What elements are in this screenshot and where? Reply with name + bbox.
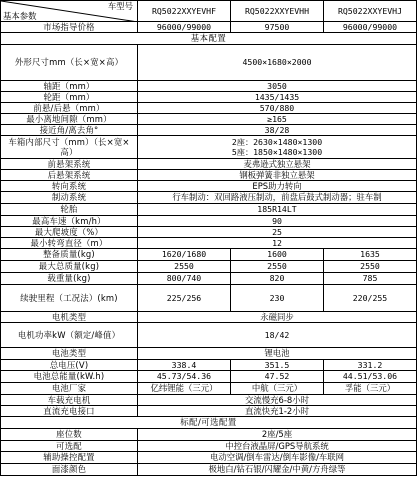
voltage-label: 总电压(V) — [1, 360, 138, 371]
maker-row — [1, 383, 417, 395]
assist-row — [1, 452, 417, 464]
header-corner-cell — [1, 1, 138, 22]
maker-value-1: 亿纬锂能（三元） — [138, 383, 231, 395]
energy-value-1: 45.73/54.36 — [138, 371, 231, 383]
battery-type-value: 锂电池 — [138, 348, 417, 360]
range-value-3: 220/255 — [324, 285, 417, 312]
motor-type-row — [1, 312, 417, 323]
front-suspension-value: 麦弗逊式独立悬架 — [138, 159, 417, 170]
clearance-row — [1, 114, 417, 125]
angle-row — [1, 125, 417, 136]
corner-bottom-label: 基本参数 — [3, 10, 37, 21]
climb-label: 最大爬坡度（%） — [1, 227, 138, 238]
dc-port-value: 直流快充1-2小时 — [138, 406, 417, 417]
load-row — [1, 273, 417, 285]
corner-top-label: 车型号 — [107, 1, 133, 11]
optional-value: 中控台液晶屏/GPS导航系统 — [138, 441, 417, 452]
voltage-value-1: 338.4 — [138, 360, 231, 371]
clearance-value: ≥165 — [138, 114, 417, 125]
max-speed-value: 90 — [138, 216, 417, 227]
rear-suspension-value: 钢板弹簧非独立悬架 — [138, 170, 417, 181]
gross-weight-label: 最大总质量(kg) — [1, 261, 138, 273]
curb-weight-value-1: 1620/1680 — [138, 249, 231, 261]
range-label: 续驶里程（工况法）(km) — [1, 285, 138, 312]
track-row — [1, 92, 417, 103]
color-value: 极地白/钻石银/闪耀金/中黄/方舟绿等 — [138, 464, 417, 476]
climb-row — [1, 227, 417, 238]
energy-row — [1, 371, 417, 383]
battery-type-label: 电池类型 — [1, 348, 138, 360]
voltage-row — [1, 360, 417, 371]
tire-row — [1, 204, 417, 216]
curb-weight-value-2: 1600 — [231, 249, 324, 261]
overhang-row — [1, 103, 417, 114]
load-value-2: 820 — [231, 273, 324, 285]
cargo-row — [1, 136, 417, 159]
size-label: 外形尺寸mm（长×宽×高） — [1, 45, 138, 81]
steering-value: EPS助力转向 — [138, 181, 417, 192]
turn-label: 最小转弯直径（m） — [1, 238, 138, 249]
motor-power-row — [1, 323, 417, 348]
wheelbase-label: 轴距（mm） — [1, 81, 138, 92]
load-value-1: 800/740 — [138, 273, 231, 285]
overhang-value: 570/880 — [138, 103, 417, 114]
maker-label: 电池厂家 — [1, 383, 138, 395]
section-option-row — [1, 417, 417, 429]
climb-value: 25 — [138, 227, 417, 238]
gross-weight-value-1: 2550 — [138, 261, 231, 273]
seats-label: 座位数 — [1, 429, 138, 441]
voltage-value-2: 351.5 — [231, 360, 324, 371]
price-value-2: 97500 — [231, 22, 324, 33]
range-value-2: 230 — [231, 285, 324, 312]
optional-label: 可选配 — [1, 441, 138, 452]
curb-weight-row — [1, 249, 417, 261]
wheelbase-row — [1, 81, 417, 92]
front-suspension-label: 前悬架系统 — [1, 159, 138, 170]
header-row — [1, 1, 417, 22]
seats-row — [1, 429, 417, 441]
color-row — [1, 464, 417, 476]
energy-label: 电池总能量(kW.h) — [1, 371, 138, 383]
price-label: 市场指导价格 — [1, 22, 138, 33]
brake-value: 行车制动：双回路液压制动，前盘后鼓式制动器；驻车制 — [138, 192, 417, 204]
maker-value-2: 中航（三元） — [231, 383, 324, 395]
assist-label: 辅助操控配置 — [1, 452, 138, 464]
price-value-3: 96000/99000 — [324, 22, 417, 33]
maker-value-3: 孚能（三元） — [324, 383, 417, 395]
track-label: 轮距（mm） — [1, 92, 138, 103]
front-suspension-row — [1, 159, 417, 170]
motor-power-value: 18/42 — [138, 323, 417, 348]
gross-weight-row — [1, 261, 417, 273]
gross-weight-value-3: 2550 — [324, 261, 417, 273]
motor-type-label: 电机类型 — [1, 312, 138, 323]
load-value-3: 785 — [324, 273, 417, 285]
steering-label: 转向系统 — [1, 181, 138, 192]
optional-row — [1, 441, 417, 452]
cargo-value-2seat: 2座：2630×1480×1300 — [231, 136, 323, 147]
clearance-label: 最小离地间隙（mm） — [1, 114, 138, 125]
seats-value: 2座/5座 — [138, 429, 417, 441]
model-header-2: RQ5022XXYEVHH — [231, 1, 324, 22]
charger-value: 交流慢充6-8小时 — [138, 395, 417, 406]
wheelbase-value: 3050 — [138, 81, 417, 92]
gross-weight-value-2: 2550 — [231, 261, 324, 273]
section-basic-title: 基本配置 — [1, 33, 417, 45]
steering-row — [1, 181, 417, 192]
energy-value-2: 47.52 — [231, 371, 324, 383]
motor-type-value: 永磁同步 — [138, 312, 417, 323]
price-value-1: 96000/99000 — [138, 22, 231, 33]
curb-weight-value-3: 1635 — [324, 249, 417, 261]
tire-value: 185R14LT — [138, 204, 417, 216]
load-label: 载重量(kg) — [1, 273, 138, 285]
brake-label: 制动系统 — [1, 192, 138, 204]
size-row — [1, 45, 417, 81]
rear-suspension-row — [1, 170, 417, 181]
curb-weight-label: 整备质量(kg) — [1, 249, 138, 261]
motor-power-label: 电机功率kW（额定/峰值） — [1, 323, 138, 348]
assist-value: 电动空调/倒车雷达/倒车影像/车联网 — [138, 452, 417, 464]
brake-row — [1, 192, 417, 204]
track-value: 1435/1435 — [138, 92, 417, 103]
section-option-title: 标配/可选配置 — [1, 417, 417, 429]
angle-label: 接近角/离去角° — [1, 125, 138, 136]
cargo-value — [138, 136, 417, 159]
angle-value: 38/28 — [138, 125, 417, 136]
charger-row — [1, 395, 417, 406]
dc-port-label: 直流充电接口 — [1, 406, 138, 417]
dc-port-row — [1, 406, 417, 417]
range-value-1: 225/256 — [138, 285, 231, 312]
max-speed-row — [1, 216, 417, 227]
cargo-label: 车箱内部尺寸（mm）（长×宽×高） — [1, 136, 138, 159]
size-value: 4500×1680×2000 — [138, 45, 417, 81]
color-label: 面漆颜色 — [1, 464, 138, 476]
charger-label: 车载充电机 — [1, 395, 138, 406]
section-basic-row — [1, 33, 417, 45]
energy-value-3: 44.51/53.06 — [324, 371, 417, 383]
rear-suspension-label: 后悬架系统 — [1, 170, 138, 181]
max-speed-label: 最高车速（km/h） — [1, 216, 138, 227]
turn-value: 12 — [138, 238, 417, 249]
overhang-label: 前悬/后悬（mm） — [1, 103, 138, 114]
battery-type-row — [1, 348, 417, 360]
voltage-value-3: 331.2 — [324, 360, 417, 371]
range-row — [1, 285, 417, 312]
cargo-value-5seat: 5座：1850×1480×1300 — [231, 147, 323, 157]
turn-row — [1, 238, 417, 249]
model-header-3: RQ5022XXYEVHJ — [324, 1, 417, 22]
model-header-1: RQ5022XXYEVHF — [138, 1, 231, 22]
price-row — [1, 22, 417, 33]
tire-label: 轮胎 — [1, 204, 138, 216]
